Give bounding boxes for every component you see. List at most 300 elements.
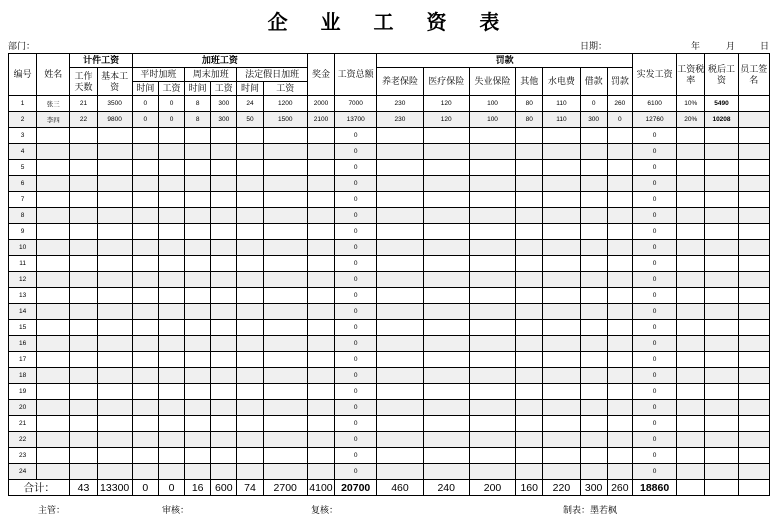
cell-wd_t[interactable]: 0 — [132, 112, 158, 128]
cell-wd_t[interactable] — [132, 464, 158, 480]
cell-other[interactable] — [516, 272, 543, 288]
cell-unemp[interactable] — [469, 352, 515, 368]
cell-wd_t[interactable] — [132, 416, 158, 432]
cell-util[interactable] — [543, 256, 580, 272]
cell-wd_t[interactable] — [132, 400, 158, 416]
cell-days[interactable] — [70, 240, 97, 256]
cell-no[interactable]: 8 — [9, 208, 37, 224]
cell-rate[interactable] — [677, 256, 705, 272]
cell-sign[interactable] — [738, 368, 769, 384]
cell-days[interactable] — [70, 128, 97, 144]
cell-wd_p[interactable] — [158, 160, 184, 176]
cell-hd_t[interactable] — [237, 320, 263, 336]
cell-fine[interactable] — [607, 160, 632, 176]
cell-sign[interactable] — [738, 256, 769, 272]
cell-unemp[interactable]: 100 — [469, 96, 515, 112]
cell-gross[interactable]: 0 — [335, 240, 377, 256]
cell-we_p[interactable]: 300 — [211, 96, 237, 112]
cell-name[interactable]: 李四 — [37, 112, 70, 128]
cell-wd_t[interactable] — [132, 256, 158, 272]
cell-sign[interactable] — [738, 192, 769, 208]
cell-sign[interactable] — [738, 416, 769, 432]
cell-bonus[interactable] — [307, 160, 334, 176]
cell-net[interactable]: 0 — [632, 240, 676, 256]
cell-loan[interactable] — [580, 464, 607, 480]
cell-we_t[interactable]: 8 — [185, 112, 211, 128]
cell-wd_p[interactable] — [158, 128, 184, 144]
cell-wd_t[interactable] — [132, 128, 158, 144]
cell-pension[interactable] — [377, 256, 423, 272]
cell-no[interactable]: 7 — [9, 192, 37, 208]
cell-days[interactable] — [70, 432, 97, 448]
cell-fine[interactable] — [607, 208, 632, 224]
cell-pension[interactable] — [377, 432, 423, 448]
cell-we_p[interactable] — [211, 256, 237, 272]
cell-unemp[interactable] — [469, 288, 515, 304]
cell-util[interactable] — [543, 336, 580, 352]
cell-net[interactable]: 0 — [632, 192, 676, 208]
cell-after[interactable] — [705, 304, 738, 320]
cell-pension[interactable] — [377, 368, 423, 384]
cell-we_p[interactable] — [211, 368, 237, 384]
cell-name[interactable] — [37, 224, 70, 240]
cell-after[interactable] — [705, 416, 738, 432]
cell-unemp[interactable] — [469, 128, 515, 144]
cell-unemp[interactable] — [469, 224, 515, 240]
cell-fine[interactable] — [607, 336, 632, 352]
cell-hd_p[interactable] — [263, 144, 307, 160]
cell-wd_t[interactable] — [132, 384, 158, 400]
cell-other[interactable] — [516, 416, 543, 432]
cell-no[interactable]: 6 — [9, 176, 37, 192]
cell-hd_t[interactable] — [237, 384, 263, 400]
cell-pension[interactable] — [377, 288, 423, 304]
cell-other[interactable] — [516, 336, 543, 352]
cell-pension[interactable]: 230 — [377, 112, 423, 128]
cell-hd_p[interactable] — [263, 256, 307, 272]
cell-name[interactable] — [37, 464, 70, 480]
cell-other[interactable] — [516, 144, 543, 160]
cell-pension[interactable] — [377, 384, 423, 400]
cell-hd_p[interactable]: 1200 — [263, 96, 307, 112]
cell-wd_p[interactable] — [158, 304, 184, 320]
cell-hd_p[interactable] — [263, 320, 307, 336]
cell-gross[interactable]: 0 — [335, 208, 377, 224]
cell-wd_p[interactable] — [158, 176, 184, 192]
cell-base[interactable] — [97, 432, 132, 448]
cell-loan[interactable] — [580, 416, 607, 432]
cell-no[interactable]: 11 — [9, 256, 37, 272]
cell-after[interactable] — [705, 176, 738, 192]
cell-bonus[interactable] — [307, 304, 334, 320]
cell-wd_t[interactable] — [132, 192, 158, 208]
cell-we_p[interactable] — [211, 464, 237, 480]
cell-hd_t[interactable] — [237, 256, 263, 272]
cell-gross[interactable]: 0 — [335, 272, 377, 288]
cell-medical[interactable] — [423, 128, 469, 144]
cell-we_p[interactable] — [211, 320, 237, 336]
cell-net[interactable]: 0 — [632, 144, 676, 160]
cell-unemp[interactable] — [469, 192, 515, 208]
cell-util[interactable] — [543, 416, 580, 432]
cell-fine[interactable] — [607, 416, 632, 432]
cell-bonus[interactable] — [307, 384, 334, 400]
cell-loan[interactable] — [580, 160, 607, 176]
cell-gross[interactable]: 13700 — [335, 112, 377, 128]
cell-medical[interactable] — [423, 304, 469, 320]
cell-hd_t[interactable] — [237, 128, 263, 144]
cell-base[interactable] — [97, 144, 132, 160]
cell-name[interactable] — [37, 256, 70, 272]
cell-name[interactable] — [37, 160, 70, 176]
cell-days[interactable] — [70, 176, 97, 192]
cell-after[interactable] — [705, 256, 738, 272]
cell-rate[interactable] — [677, 320, 705, 336]
cell-bonus[interactable] — [307, 336, 334, 352]
cell-wd_t[interactable] — [132, 336, 158, 352]
cell-name[interactable] — [37, 448, 70, 464]
cell-hd_t[interactable] — [237, 224, 263, 240]
cell-no[interactable]: 10 — [9, 240, 37, 256]
cell-after[interactable] — [705, 208, 738, 224]
cell-no[interactable]: 18 — [9, 368, 37, 384]
cell-after[interactable] — [705, 368, 738, 384]
cell-loan[interactable] — [580, 272, 607, 288]
cell-after[interactable] — [705, 128, 738, 144]
cell-fine[interactable]: 0 — [607, 112, 632, 128]
cell-net[interactable]: 0 — [632, 304, 676, 320]
cell-days[interactable] — [70, 288, 97, 304]
cell-gross[interactable]: 0 — [335, 400, 377, 416]
cell-we_p[interactable] — [211, 224, 237, 240]
cell-no[interactable]: 2 — [9, 112, 37, 128]
cell-hd_t[interactable] — [237, 304, 263, 320]
cell-pension[interactable] — [377, 304, 423, 320]
cell-after[interactable] — [705, 320, 738, 336]
cell-util[interactable] — [543, 176, 580, 192]
cell-rate[interactable] — [677, 336, 705, 352]
cell-other[interactable]: 80 — [516, 112, 543, 128]
cell-wd_p[interactable]: 0 — [158, 96, 184, 112]
cell-rate[interactable] — [677, 416, 705, 432]
cell-sign[interactable] — [738, 96, 769, 112]
cell-pension[interactable]: 230 — [377, 96, 423, 112]
cell-hd_t[interactable]: 50 — [237, 112, 263, 128]
cell-we_t[interactable] — [185, 144, 211, 160]
cell-other[interactable]: 80 — [516, 96, 543, 112]
cell-gross[interactable]: 0 — [335, 432, 377, 448]
cell-loan[interactable]: 0 — [580, 96, 607, 112]
cell-we_t[interactable] — [185, 208, 211, 224]
cell-no[interactable]: 9 — [9, 224, 37, 240]
cell-wd_t[interactable]: 0 — [132, 96, 158, 112]
cell-net[interactable]: 0 — [632, 160, 676, 176]
cell-wd_p[interactable] — [158, 288, 184, 304]
cell-loan[interactable] — [580, 352, 607, 368]
cell-unemp[interactable] — [469, 256, 515, 272]
cell-we_t[interactable] — [185, 432, 211, 448]
cell-medical[interactable] — [423, 416, 469, 432]
cell-medical[interactable] — [423, 208, 469, 224]
cell-pension[interactable] — [377, 208, 423, 224]
cell-we_p[interactable] — [211, 288, 237, 304]
cell-pension[interactable] — [377, 240, 423, 256]
cell-base[interactable] — [97, 304, 132, 320]
cell-name[interactable] — [37, 368, 70, 384]
cell-we_p[interactable] — [211, 128, 237, 144]
cell-wd_p[interactable] — [158, 352, 184, 368]
cell-util[interactable] — [543, 384, 580, 400]
cell-base[interactable] — [97, 320, 132, 336]
cell-we_t[interactable] — [185, 240, 211, 256]
cell-bonus[interactable] — [307, 352, 334, 368]
cell-wd_t[interactable] — [132, 208, 158, 224]
cell-we_p[interactable] — [211, 240, 237, 256]
cell-fine[interactable] — [607, 368, 632, 384]
cell-name[interactable] — [37, 272, 70, 288]
cell-no[interactable]: 14 — [9, 304, 37, 320]
cell-base[interactable] — [97, 464, 132, 480]
cell-gross[interactable]: 0 — [335, 256, 377, 272]
cell-we_t[interactable] — [185, 384, 211, 400]
cell-we_t[interactable] — [185, 256, 211, 272]
cell-other[interactable] — [516, 320, 543, 336]
cell-fine[interactable] — [607, 176, 632, 192]
cell-no[interactable]: 13 — [9, 288, 37, 304]
cell-util[interactable] — [543, 352, 580, 368]
cell-name[interactable] — [37, 128, 70, 144]
cell-bonus[interactable] — [307, 224, 334, 240]
cell-other[interactable] — [516, 240, 543, 256]
cell-name[interactable] — [37, 400, 70, 416]
cell-wd_p[interactable] — [158, 400, 184, 416]
cell-net[interactable]: 0 — [632, 224, 676, 240]
cell-net[interactable]: 0 — [632, 464, 676, 480]
cell-name[interactable] — [37, 144, 70, 160]
cell-rate[interactable] — [677, 368, 705, 384]
cell-hd_t[interactable] — [237, 448, 263, 464]
cell-fine[interactable] — [607, 304, 632, 320]
cell-unemp[interactable] — [469, 432, 515, 448]
cell-hd_t[interactable] — [237, 464, 263, 480]
cell-fine[interactable] — [607, 352, 632, 368]
cell-net[interactable]: 0 — [632, 288, 676, 304]
cell-name[interactable] — [37, 240, 70, 256]
cell-pension[interactable] — [377, 336, 423, 352]
cell-loan[interactable] — [580, 144, 607, 160]
cell-sign[interactable] — [738, 448, 769, 464]
cell-rate[interactable] — [677, 240, 705, 256]
cell-after[interactable] — [705, 192, 738, 208]
cell-hd_t[interactable] — [237, 288, 263, 304]
cell-other[interactable] — [516, 224, 543, 240]
cell-after[interactable] — [705, 272, 738, 288]
cell-util[interactable] — [543, 160, 580, 176]
cell-bonus[interactable] — [307, 400, 334, 416]
cell-no[interactable]: 22 — [9, 432, 37, 448]
cell-no[interactable]: 5 — [9, 160, 37, 176]
cell-we_t[interactable] — [185, 304, 211, 320]
cell-other[interactable] — [516, 304, 543, 320]
cell-unemp[interactable] — [469, 320, 515, 336]
cell-name[interactable] — [37, 432, 70, 448]
cell-sign[interactable] — [738, 304, 769, 320]
cell-hd_p[interactable] — [263, 432, 307, 448]
cell-name[interactable] — [37, 384, 70, 400]
cell-after[interactable] — [705, 288, 738, 304]
cell-wd_p[interactable] — [158, 384, 184, 400]
cell-other[interactable] — [516, 464, 543, 480]
cell-no[interactable]: 12 — [9, 272, 37, 288]
cell-wd_p[interactable] — [158, 464, 184, 480]
cell-hd_t[interactable] — [237, 240, 263, 256]
cell-wd_p[interactable] — [158, 192, 184, 208]
cell-util[interactable] — [543, 464, 580, 480]
cell-rate[interactable]: 20% — [677, 112, 705, 128]
cell-unemp[interactable] — [469, 176, 515, 192]
cell-after[interactable] — [705, 400, 738, 416]
cell-unemp[interactable] — [469, 448, 515, 464]
cell-we_p[interactable]: 300 — [211, 112, 237, 128]
cell-medical[interactable] — [423, 336, 469, 352]
cell-we_t[interactable] — [185, 288, 211, 304]
cell-rate[interactable]: 10% — [677, 96, 705, 112]
cell-no[interactable]: 3 — [9, 128, 37, 144]
cell-hd_p[interactable] — [263, 400, 307, 416]
cell-hd_t[interactable] — [237, 272, 263, 288]
cell-fine[interactable] — [607, 192, 632, 208]
cell-sign[interactable] — [738, 112, 769, 128]
cell-wd_t[interactable] — [132, 272, 158, 288]
cell-pension[interactable] — [377, 320, 423, 336]
cell-we_t[interactable] — [185, 272, 211, 288]
cell-we_p[interactable] — [211, 448, 237, 464]
cell-rate[interactable] — [677, 448, 705, 464]
cell-bonus[interactable] — [307, 320, 334, 336]
cell-days[interactable]: 21 — [70, 96, 97, 112]
cell-hd_p[interactable] — [263, 128, 307, 144]
cell-other[interactable] — [516, 368, 543, 384]
cell-bonus[interactable] — [307, 256, 334, 272]
cell-we_t[interactable] — [185, 224, 211, 240]
cell-wd_p[interactable]: 0 — [158, 112, 184, 128]
cell-bonus[interactable] — [307, 432, 334, 448]
cell-hd_p[interactable] — [263, 368, 307, 384]
cell-base[interactable] — [97, 176, 132, 192]
cell-hd_p[interactable] — [263, 224, 307, 240]
cell-name[interactable] — [37, 320, 70, 336]
cell-medical[interactable] — [423, 160, 469, 176]
cell-other[interactable] — [516, 448, 543, 464]
cell-base[interactable] — [97, 128, 132, 144]
cell-util[interactable] — [543, 272, 580, 288]
cell-fine[interactable] — [607, 320, 632, 336]
cell-bonus[interactable]: 2100 — [307, 112, 334, 128]
cell-name[interactable] — [37, 192, 70, 208]
cell-wd_p[interactable] — [158, 208, 184, 224]
cell-base[interactable] — [97, 240, 132, 256]
cell-loan[interactable] — [580, 432, 607, 448]
cell-we_t[interactable] — [185, 128, 211, 144]
cell-hd_t[interactable] — [237, 432, 263, 448]
cell-we_p[interactable] — [211, 384, 237, 400]
cell-name[interactable] — [37, 176, 70, 192]
cell-fine[interactable] — [607, 384, 632, 400]
cell-we_t[interactable] — [185, 448, 211, 464]
cell-wd_t[interactable] — [132, 304, 158, 320]
cell-pension[interactable] — [377, 128, 423, 144]
cell-loan[interactable] — [580, 240, 607, 256]
cell-other[interactable] — [516, 352, 543, 368]
cell-loan[interactable] — [580, 288, 607, 304]
cell-base[interactable] — [97, 224, 132, 240]
cell-util[interactable] — [543, 304, 580, 320]
cell-bonus[interactable] — [307, 272, 334, 288]
cell-days[interactable] — [70, 224, 97, 240]
cell-wd_t[interactable] — [132, 144, 158, 160]
cell-fine[interactable] — [607, 128, 632, 144]
cell-util[interactable] — [543, 240, 580, 256]
cell-wd_t[interactable] — [132, 432, 158, 448]
cell-util[interactable] — [543, 128, 580, 144]
cell-util[interactable] — [543, 432, 580, 448]
cell-unemp[interactable] — [469, 368, 515, 384]
cell-fine[interactable] — [607, 256, 632, 272]
cell-net[interactable]: 0 — [632, 256, 676, 272]
cell-wd_p[interactable] — [158, 240, 184, 256]
cell-unemp[interactable] — [469, 160, 515, 176]
cell-hd_p[interactable] — [263, 208, 307, 224]
cell-hd_p[interactable] — [263, 352, 307, 368]
cell-bonus[interactable] — [307, 128, 334, 144]
cell-fine[interactable] — [607, 144, 632, 160]
cell-unemp[interactable] — [469, 144, 515, 160]
cell-gross[interactable]: 0 — [335, 448, 377, 464]
cell-bonus[interactable] — [307, 288, 334, 304]
cell-hd_t[interactable] — [237, 208, 263, 224]
cell-loan[interactable] — [580, 320, 607, 336]
cell-fine[interactable] — [607, 400, 632, 416]
cell-pension[interactable] — [377, 160, 423, 176]
cell-hd_t[interactable] — [237, 336, 263, 352]
cell-we_p[interactable] — [211, 416, 237, 432]
cell-util[interactable] — [543, 192, 580, 208]
cell-loan[interactable] — [580, 336, 607, 352]
cell-we_p[interactable] — [211, 304, 237, 320]
cell-base[interactable] — [97, 160, 132, 176]
cell-base[interactable] — [97, 400, 132, 416]
cell-medical[interactable]: 120 — [423, 112, 469, 128]
cell-base[interactable] — [97, 336, 132, 352]
cell-fine[interactable] — [607, 464, 632, 480]
cell-wd_p[interactable] — [158, 448, 184, 464]
cell-net[interactable]: 0 — [632, 128, 676, 144]
cell-loan[interactable]: 300 — [580, 112, 607, 128]
cell-gross[interactable]: 0 — [335, 416, 377, 432]
cell-we_t[interactable] — [185, 416, 211, 432]
cell-net[interactable]: 0 — [632, 272, 676, 288]
cell-base[interactable]: 9800 — [97, 112, 132, 128]
cell-rate[interactable] — [677, 208, 705, 224]
cell-we_t[interactable] — [185, 192, 211, 208]
cell-loan[interactable] — [580, 128, 607, 144]
cell-we_t[interactable] — [185, 352, 211, 368]
cell-base[interactable] — [97, 272, 132, 288]
cell-gross[interactable]: 0 — [335, 224, 377, 240]
cell-hd_t[interactable] — [237, 352, 263, 368]
cell-util[interactable]: 110 — [543, 96, 580, 112]
cell-bonus[interactable] — [307, 144, 334, 160]
